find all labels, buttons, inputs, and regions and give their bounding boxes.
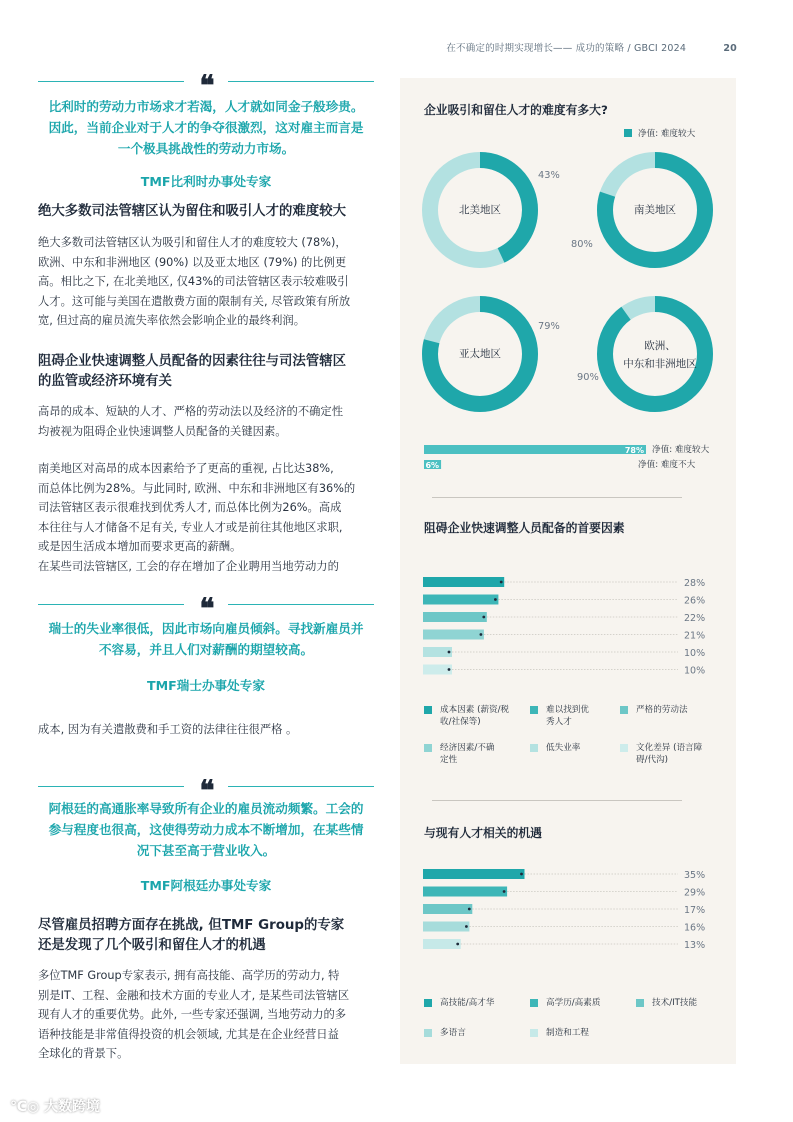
- text-line: 本往往与人才储备不足有关, 专业人才或是前往其他地区求职,: [38, 520, 343, 534]
- legend-swatch: [530, 706, 538, 714]
- bar-marker: [500, 581, 503, 584]
- bar-value-label: 28%: [684, 578, 706, 589]
- legend-item: 多语言: [424, 1027, 466, 1039]
- quote-switzerland: [30, 618, 382, 660]
- bar-value-label: 21%: [684, 630, 706, 642]
- donut-label-apac: 亚太地区: [459, 348, 501, 360]
- panel-divider: [432, 800, 682, 801]
- legend-swatch: [624, 129, 632, 137]
- bar: [423, 577, 504, 587]
- section-title-attract-retain: 绝大多数司法管辖区认为留住和吸引人才的难度较大: [38, 204, 346, 219]
- text-line: 高昂的成本、短缺的人才、严格的劳动法以及经济的不确定性: [38, 405, 344, 418]
- bar-value-label: 17%: [684, 905, 706, 916]
- legend-label: 净值: 难度较大: [638, 129, 696, 139]
- legend-item: 文化差异 (语言障 碍/代沟): [620, 742, 724, 766]
- legend-swatch: [620, 744, 628, 752]
- quote-belgium: [30, 96, 382, 159]
- bar-marker: [503, 890, 506, 893]
- donut-label-emea: 欧洲、 中东和非洲地区: [623, 340, 697, 370]
- quote-icon: ❝: [199, 592, 215, 625]
- legend-swatch: [530, 1029, 538, 1037]
- quote-icon: ❝: [199, 69, 215, 102]
- donut-label-north-america: 北美地区: [459, 204, 501, 216]
- donut-legend: [624, 128, 695, 140]
- text-line: 或是因生活成本增加而要求更高的薪酬。: [38, 540, 242, 553]
- donut-label-south-america: 南美地区: [634, 204, 676, 216]
- quote-icon: ❝: [199, 774, 215, 807]
- legend-swatch: [530, 999, 538, 1007]
- bar: [423, 869, 525, 879]
- overall-label-hard: 净值: 难度较大: [652, 445, 710, 455]
- text-line: 全球化的背景下。: [38, 1047, 129, 1060]
- quote-source-argentina: TMF阿根廷办事处专家: [140, 878, 272, 893]
- overall-bar-value: 6%: [425, 461, 440, 470]
- legend-item: 高学历/高素质: [530, 997, 600, 1009]
- legend-item: 经济因素/不确 定性: [424, 742, 524, 766]
- title-line: 还是发现了几个吸引和留住人才的机遇: [38, 938, 266, 953]
- quote-line: 况下甚至高于营业收入。: [136, 843, 276, 858]
- text-line: 司法管辖区表示很难找到优秀人才, 而总体比例为26%。高成: [38, 501, 342, 514]
- overall-label-not-hard: 净值: 难度不大: [638, 460, 696, 470]
- text-line: 人才。这可能与美国在遣散费方面的限制有关, 尽管政策有所放: [38, 294, 351, 308]
- text-line: 南美地区对高昂的成本因素给予了更高的重视, 占比达38%,: [38, 462, 334, 475]
- bar-chart-staffing-factors: [420, 574, 715, 684]
- bar: [423, 887, 507, 897]
- bar-value-label: 13%: [684, 940, 706, 951]
- legend-talent-opportunities: [424, 997, 724, 1041]
- bar-value-label: 10%: [684, 648, 706, 659]
- page-number: 20: [723, 43, 737, 54]
- watermark-text: 大数跨境: [44, 1099, 101, 1115]
- overall-bar-value: 78%: [624, 446, 644, 455]
- quote-rule-right: [228, 81, 374, 82]
- quote-line: 阿根廷的高通胀率导致所有企业的雇员流动频繁。工会的: [48, 801, 364, 816]
- legend-item: 高技能/高才华: [424, 997, 494, 1009]
- text-line: 现有人才的重要优势。此外, 一些专家还强调, 当地劳动力的多: [38, 1008, 347, 1021]
- quote-rule-left: [38, 81, 184, 82]
- quote-line: 不容易，并且人们对薪酬的期望较高。: [98, 642, 314, 657]
- legend-swatch: [424, 999, 432, 1007]
- section-body-staffing-2: [38, 459, 388, 576]
- quote-rule-left: [38, 604, 184, 605]
- section-body-staffing-1: [38, 402, 388, 441]
- bar-marker: [480, 633, 483, 636]
- legend-swatch: [424, 706, 432, 714]
- bar-marker: [448, 668, 451, 671]
- donut-pct-emea: 90%: [577, 372, 599, 383]
- text-line: 而总体比例为28%。与此同时, 欧洲、中东和非洲地区有36%的: [38, 481, 356, 495]
- bar-marker: [482, 616, 485, 619]
- section-title-opportunities: [38, 916, 388, 956]
- quote-line: 一个极具挑战性的劳动力市场。: [117, 141, 295, 156]
- bar: [423, 904, 472, 914]
- bar-chart-talent-opportunities: [420, 866, 715, 958]
- quote-source-switzerland: TMF瑞士办事处专家: [147, 678, 265, 693]
- text-line: 语种技能是非常值得投资的机会领域, 尤其是在企业经营日益: [38, 1027, 339, 1041]
- legend-item: 制造和工程: [530, 1027, 589, 1039]
- legend-swatch: [424, 1029, 432, 1037]
- section-body-staffing-cont: 成本, 因为有关遣散费和手工资的法律往往很严格 。: [38, 723, 298, 736]
- bar-value-label: 16%: [684, 922, 706, 934]
- legend-swatch: [530, 744, 538, 752]
- header-text: 在不确定的时期实现增长—— 成功的策略 / GBCI 2024: [446, 43, 687, 54]
- overall-bar: [424, 445, 646, 454]
- legend-swatch: [424, 744, 432, 752]
- bar-marker: [494, 598, 497, 601]
- chart-title-difficulty: 企业吸引和留住人才的难度有多大?: [424, 103, 608, 117]
- text-line: 均被视为阻碍企业快速调整人员配备的关键因素。: [38, 424, 287, 438]
- text-line: 绝大多数司法管辖区认为吸引和留住人才的难度较大 (78%)，: [38, 236, 347, 249]
- text-line: 多位TMF Group专家表示, 拥有高技能、高学历的劳动力, 特: [38, 969, 340, 982]
- quote-rule-left: [38, 786, 184, 787]
- text-line: 宽, 但过高的雇员流失率依然会影响企业的最终利润。: [38, 314, 306, 327]
- watermark-logo: [10, 1096, 100, 1116]
- legend-item: 难以找到优 秀人才: [530, 704, 620, 728]
- bar: [423, 922, 469, 932]
- quote-line: 比利时的劳动力市场求才若渴，人才就如同金子般珍贵。: [48, 99, 364, 114]
- bar: [423, 939, 461, 949]
- chart-title-staffing-factors: 阻碍企业快速调整人员配备的首要因素: [424, 521, 625, 535]
- bar-value-label: 35%: [684, 870, 706, 881]
- section-body-attract-retain: [38, 233, 388, 331]
- bar: [423, 630, 484, 640]
- quote-rule-right: [228, 786, 374, 787]
- title-line: 尽管雇员招聘方面存在挑战, 但TMF Group的专家: [38, 918, 345, 933]
- quote-rule-right: [228, 604, 374, 605]
- text-line: 在某些司法管辖区, 工会的存在增加了企业聘用当地劳动力的: [38, 559, 339, 573]
- text-line: 欧洲、中东和非洲地区 (90%) 以及亚太地区 (79%) 的比例更: [38, 255, 347, 269]
- legend-swatch: [620, 706, 628, 714]
- quote-line: 参与程度也很高，这使得劳动力成本不断增加，在某些情: [48, 822, 364, 837]
- bar-value-label: 26%: [684, 595, 706, 607]
- legend-item: 技术/IT技能: [636, 997, 697, 1009]
- donut-pct-north-america: 43%: [538, 170, 560, 181]
- legend-swatch: [636, 999, 644, 1007]
- donut-charts: [400, 140, 736, 430]
- quote-source-belgium: TMF比利时办事处专家: [140, 174, 272, 189]
- panel-divider: [432, 497, 682, 498]
- bar-value-label: 29%: [684, 887, 706, 899]
- quote-line: 瑞士的失业率很低，因此市场向雇员倾斜。寻找新雇员并: [48, 621, 364, 636]
- quote-argentina: [30, 798, 382, 861]
- bar-marker: [456, 943, 459, 946]
- bar: [423, 595, 498, 605]
- bar-marker: [448, 651, 451, 654]
- legend-item: 严格的劳动法: [620, 704, 720, 716]
- text-line: 别是IT、工程、金融和技术方面的专业人才, 是某些司法管辖区: [38, 988, 350, 1002]
- watermark-icon: ℃◎: [10, 1099, 40, 1115]
- text-line: 高。相比之下, 在北美地区, 仅43%的司法管辖区表示较难吸引: [38, 275, 349, 288]
- bar: [423, 612, 487, 622]
- legend-item: 成本因素 (薪资/税 收/社保等): [424, 704, 524, 728]
- section-body-opportunities: [38, 966, 388, 1064]
- legend-staffing-factors: [424, 704, 724, 768]
- title-line: 的监管或经济环境有关: [38, 374, 172, 389]
- bar-value-label: 22%: [684, 613, 706, 624]
- title-line: 阻碍企业快速调整人员配备的因素往往与司法管辖区: [38, 354, 346, 369]
- bar-marker: [465, 925, 468, 928]
- bar-value-label: 10%: [684, 665, 706, 677]
- bar-marker: [468, 908, 471, 911]
- chart-title-talent-opportunities: 与现有人才相关的机遇: [424, 826, 542, 840]
- bar-marker: [520, 873, 523, 876]
- donut-pct-apac: 79%: [538, 321, 560, 332]
- donut-pct-south-america: 80%: [571, 239, 593, 250]
- running-header: [446, 40, 737, 54]
- legend-item: 低失业率: [530, 742, 620, 754]
- section-title-staffing-barriers: [38, 352, 388, 392]
- quote-line: 因此，当前企业对于人才的争夺很激烈，这对雇主而言是: [48, 120, 364, 135]
